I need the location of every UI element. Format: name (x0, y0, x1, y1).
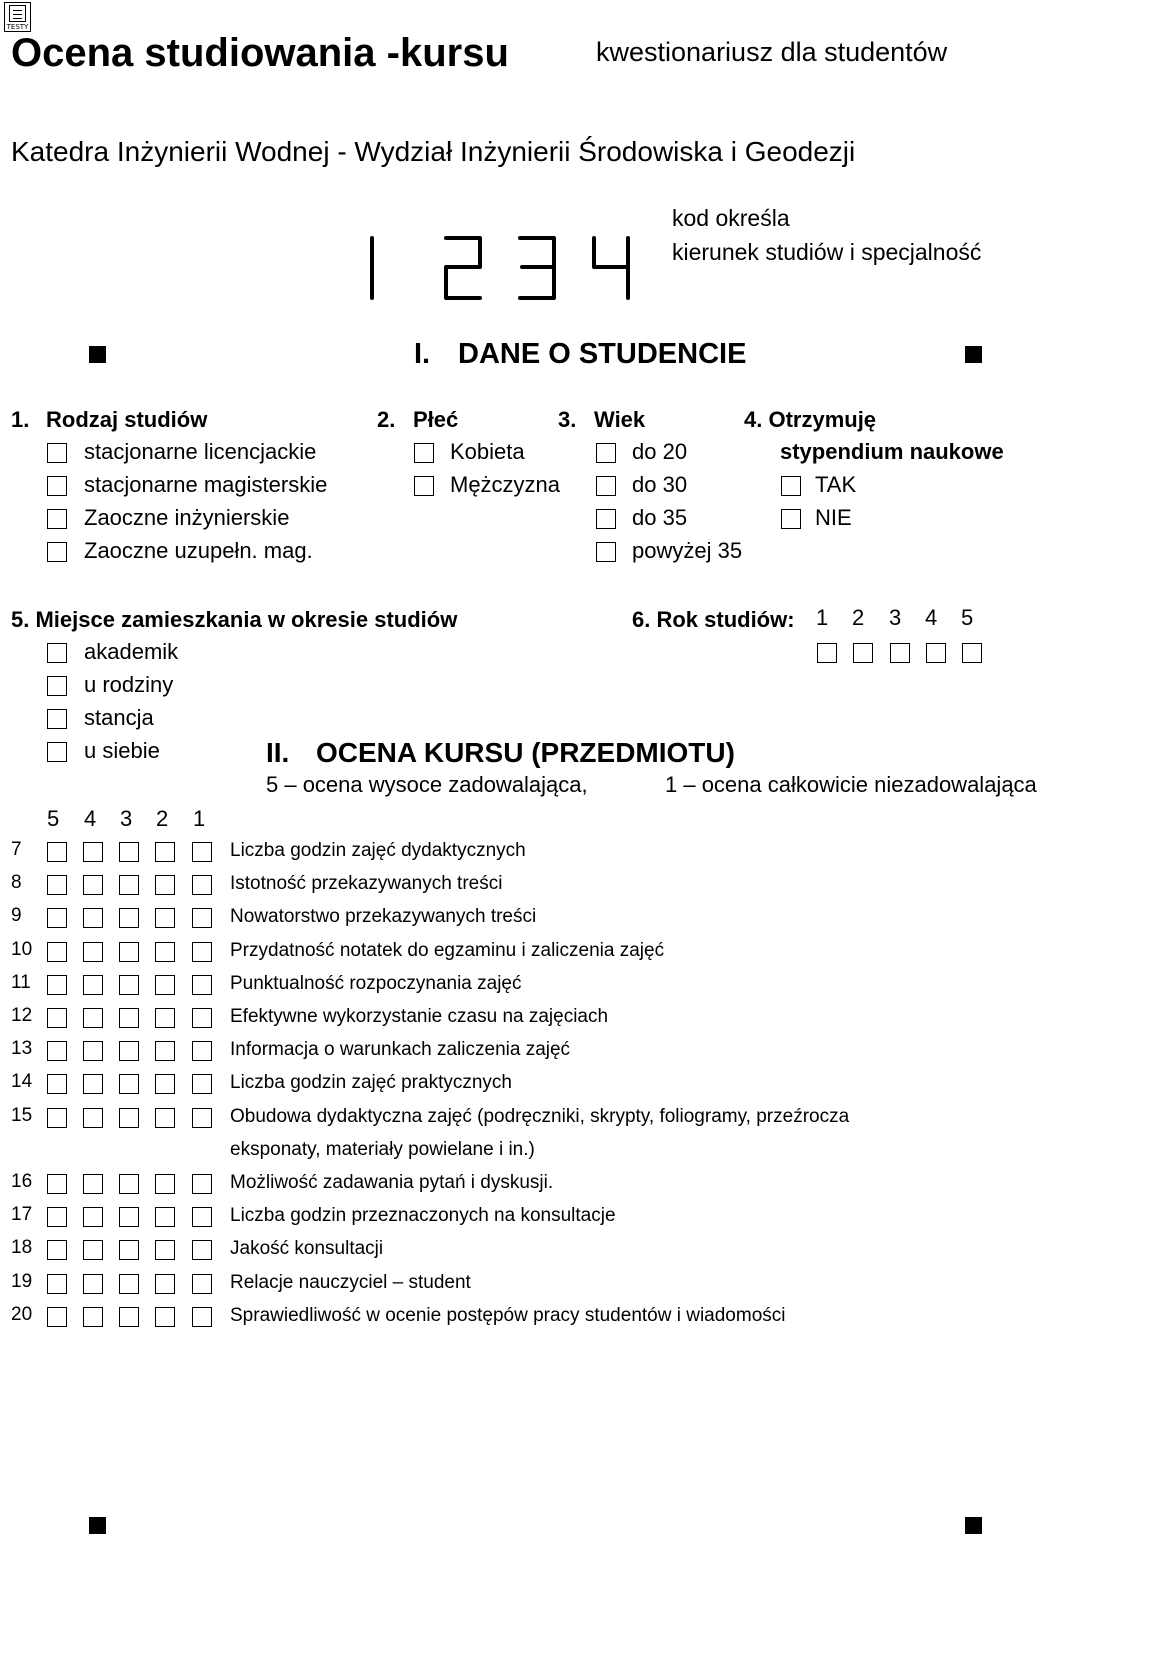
q6-year-1-checkbox[interactable] (817, 643, 837, 663)
q3-option-3-checkbox[interactable] (596, 509, 616, 529)
item-14-score-1-checkbox[interactable] (192, 1074, 212, 1094)
item-7-score-5-checkbox[interactable] (47, 842, 67, 862)
q6-year-2-checkbox[interactable] (853, 643, 873, 663)
logo-grid-icon (9, 5, 26, 22)
item-20-text: Sprawiedliwość w ocenie postępów pracy studentów i wiadomości (230, 1305, 786, 1326)
item-12-score-5-checkbox[interactable] (47, 1008, 67, 1028)
q3-label: Wiek (594, 407, 646, 432)
item-9-score-3-checkbox[interactable] (119, 908, 139, 928)
scale-header-5: 5 (47, 806, 60, 831)
item-10-score-1-checkbox[interactable] (192, 942, 212, 962)
scale-header-4: 4 (84, 806, 97, 831)
item-11-text: Punktualność rozpoczynania zajęć (230, 973, 522, 994)
registration-mark-bottom-left (89, 1517, 106, 1534)
item-7-number: 7 (11, 839, 22, 860)
item-19-score-5-checkbox[interactable] (47, 1274, 67, 1294)
item-18-text: Jakość konsultacji (230, 1238, 384, 1259)
item-12-text: Efektywne wykorzystanie czasu na zajęciach (230, 1006, 609, 1027)
scale-legend-high: 5 – ocena wysoce zadowalająca, (266, 772, 588, 797)
item-13-score-5-checkbox[interactable] (47, 1041, 67, 1061)
item-7-score-3-checkbox[interactable] (119, 842, 139, 862)
q1-number: 1. (11, 407, 30, 432)
section1-number: I. (414, 338, 431, 370)
item-17-score-1-checkbox[interactable] (192, 1207, 212, 1227)
scale-legend-low: 1 – ocena całkowicie niezadowalająca (665, 772, 1037, 797)
item-8-score-5-checkbox[interactable] (47, 875, 67, 895)
q5-option-2-checkbox[interactable] (47, 676, 67, 696)
item-16-number: 16 (11, 1171, 33, 1192)
item-13-score-3-checkbox[interactable] (119, 1041, 139, 1061)
q6-year-3-label: 3 (889, 605, 902, 630)
q5-option-4-label: u siebie (84, 738, 160, 763)
registration-mark-top-left (89, 346, 106, 363)
item-18-score-5-checkbox[interactable] (47, 1240, 67, 1260)
q5-option-3-checkbox[interactable] (47, 709, 67, 729)
item-14-score-5-checkbox[interactable] (47, 1074, 67, 1094)
item-13-number: 13 (11, 1038, 33, 1059)
item-8-score-2-checkbox[interactable] (155, 875, 175, 895)
scale-header-1: 1 (193, 806, 206, 831)
q2-option-2-label: Mężczyzna (450, 472, 561, 497)
registration-mark-bottom-right (965, 1517, 982, 1534)
item-19-number: 19 (11, 1271, 33, 1292)
item-12-score-1-checkbox[interactable] (192, 1008, 212, 1028)
item-8-score-3-checkbox[interactable] (119, 875, 139, 895)
item-9-number: 9 (11, 905, 22, 926)
item-18-number: 18 (11, 1237, 33, 1258)
q5-option-4-checkbox[interactable] (47, 742, 67, 762)
item-14-score-3-checkbox[interactable] (119, 1074, 139, 1094)
item-8-score-4-checkbox[interactable] (83, 875, 103, 895)
item-10-number: 10 (11, 939, 33, 960)
q1-option-3-label: Zaoczne inżynierskie (84, 505, 290, 530)
page-title: Ocena studiowania -kursu (11, 31, 509, 75)
code-digit-3 (518, 236, 558, 300)
q1-option-3-checkbox[interactable] (47, 509, 67, 529)
item-12-score-3-checkbox[interactable] (119, 1008, 139, 1028)
item-10-score-5-checkbox[interactable] (47, 942, 67, 962)
item-19-score-4-checkbox[interactable] (83, 1274, 103, 1294)
item-8-score-1-checkbox[interactable] (192, 875, 212, 895)
q3-option-2-checkbox[interactable] (596, 476, 616, 496)
q1-option-2-checkbox[interactable] (47, 476, 67, 496)
q2-option-1-checkbox[interactable] (414, 443, 434, 463)
item-16-text: Możliwość zadawania pytań i dyskusji. (230, 1172, 554, 1193)
item-13-text: Informacja o warunkach zaliczenia zajęć (230, 1039, 571, 1060)
item-16-score-2-checkbox[interactable] (155, 1174, 175, 1194)
item-16-score-3-checkbox[interactable] (119, 1174, 139, 1194)
q5-option-1-checkbox[interactable] (47, 643, 67, 663)
q2-number: 2. (377, 407, 396, 432)
item-8-text: Istotność przekazywanych treści (230, 873, 503, 894)
q3-option-4-checkbox[interactable] (596, 542, 616, 562)
item-12-number: 12 (11, 1005, 33, 1026)
item-7-score-2-checkbox[interactable] (155, 842, 175, 862)
page-subtitle: kwestionariusz dla studentów (596, 37, 948, 67)
item-15-score-3-checkbox[interactable] (119, 1108, 139, 1128)
q3-option-3-label: do 35 (632, 505, 688, 530)
q6-year-1-label: 1 (816, 605, 829, 630)
item-15-score-4-checkbox[interactable] (83, 1108, 103, 1128)
q3-option-1-label: do 20 (632, 439, 688, 464)
q1-option-1-label: stacjonarne licencjackie (84, 439, 317, 464)
item-15-score-5-checkbox[interactable] (47, 1108, 67, 1128)
q2-option-2-checkbox[interactable] (414, 476, 434, 496)
code-digit-1 (368, 236, 378, 300)
item-15-number: 15 (11, 1105, 33, 1126)
item-10-score-4-checkbox[interactable] (83, 942, 103, 962)
q1-option-1-checkbox[interactable] (47, 443, 67, 463)
item-9-score-2-checkbox[interactable] (155, 908, 175, 928)
item-17-score-4-checkbox[interactable] (83, 1207, 103, 1227)
item-20-number: 20 (11, 1304, 33, 1325)
testy-logo (4, 2, 31, 32)
item-17-score-2-checkbox[interactable] (155, 1207, 175, 1227)
code-digit-4 (592, 236, 632, 300)
q5-option-3-label: stancja (84, 705, 154, 730)
q3-option-2-label: do 30 (632, 472, 688, 497)
q2-label: Płeć (413, 407, 459, 432)
item-7-text: Liczba godzin zajęć dydaktycznych (230, 840, 526, 861)
q4-option-no-checkbox[interactable] (781, 509, 801, 529)
q1-option-4-checkbox[interactable] (47, 542, 67, 562)
q6-year-2-label: 2 (852, 605, 865, 630)
item-9-score-4-checkbox[interactable] (83, 908, 103, 928)
registration-mark-top-right (965, 346, 982, 363)
q6-year-5-label: 5 (961, 605, 974, 630)
item-16-score-4-checkbox[interactable] (83, 1174, 103, 1194)
item-11-number: 11 (11, 972, 31, 993)
item-11-score-2-checkbox[interactable] (155, 975, 175, 995)
item-10-text: Przydatność notatek do egzaminu i zaliczenia zajęć (230, 940, 665, 961)
code-digit-2 (444, 236, 484, 300)
item-13-score-1-checkbox[interactable] (192, 1041, 212, 1061)
q5-option-2-label: u rodziny (84, 672, 174, 697)
scale-header-3: 3 (120, 806, 133, 831)
q5-option-1-label: akademik (84, 639, 179, 664)
item-17-number: 17 (11, 1204, 33, 1225)
item-16-score-5-checkbox[interactable] (47, 1174, 67, 1194)
q1-option-4-label: Zaoczne uzupełn. mag. (84, 538, 313, 563)
q4-option-no-label: NIE (815, 505, 852, 530)
item-10-score-3-checkbox[interactable] (119, 942, 139, 962)
item-19-score-2-checkbox[interactable] (155, 1274, 175, 1294)
item-9-score-1-checkbox[interactable] (192, 908, 212, 928)
q4-label-line2: stypendium naukowe (780, 439, 1004, 464)
item-19-score-1-checkbox[interactable] (192, 1274, 212, 1294)
q4-label-line1: 4. Otrzymuję (744, 407, 877, 432)
q5-label: 5. Miejsce zamieszkania w okresie studiów (11, 607, 458, 632)
item-15-score-2-checkbox[interactable] (155, 1108, 175, 1128)
item-20-score-3-checkbox[interactable] (119, 1307, 139, 1327)
item-11-score-1-checkbox[interactable] (192, 975, 212, 995)
item-17-score-5-checkbox[interactable] (47, 1207, 67, 1227)
item-11-score-5-checkbox[interactable] (47, 975, 67, 995)
item-14-text: Liczba godzin zajęć praktycznych (230, 1072, 512, 1093)
item-18-score-3-checkbox[interactable] (119, 1240, 139, 1260)
section1-title: DANE O STUDENCIE (458, 338, 747, 370)
item-12-score-2-checkbox[interactable] (155, 1008, 175, 1028)
section2-title: OCENA KURSU (PRZEDMIOTU) (316, 737, 735, 768)
item-12-score-4-checkbox[interactable] (83, 1008, 103, 1028)
item-8-number: 8 (11, 872, 22, 893)
item-10-score-2-checkbox[interactable] (155, 942, 175, 962)
item-19-score-3-checkbox[interactable] (119, 1274, 139, 1294)
q3-number: 3. (558, 407, 577, 432)
item-19-text: Relacje nauczyciel – student (230, 1272, 471, 1293)
item-9-text: Nowatorstwo przekazywanych treści (230, 906, 537, 927)
item-7-score-1-checkbox[interactable] (192, 842, 212, 862)
item-20-score-2-checkbox[interactable] (155, 1307, 175, 1327)
item-7-score-4-checkbox[interactable] (83, 842, 103, 862)
item-15-text: Obudowa dydaktyczna zajęć (podręczniki, skrypty, foliogramy, przeźrocza (230, 1106, 850, 1127)
q6-year-4-label: 4 (925, 605, 938, 630)
q6-year-4-checkbox[interactable] (926, 643, 946, 663)
q2-option-1-label: Kobieta (450, 439, 525, 464)
q4-option-yes-label: TAK (815, 472, 857, 497)
q4-option-yes-checkbox[interactable] (781, 476, 801, 496)
item-13-score-4-checkbox[interactable] (83, 1041, 103, 1061)
q3-option-1-checkbox[interactable] (596, 443, 616, 463)
item-18-score-2-checkbox[interactable] (155, 1240, 175, 1260)
item-17-score-3-checkbox[interactable] (119, 1207, 139, 1227)
item-15-text-continued: eksponaty, materiały powielane i in.) (230, 1139, 535, 1160)
q1-label: Rodzaj studiów (46, 407, 208, 432)
item-15-score-1-checkbox[interactable] (192, 1108, 212, 1128)
q3-option-4-label: powyżej 35 (632, 538, 743, 563)
q1-option-2-label: stacjonarne magisterskie (84, 472, 328, 497)
item-11-score-3-checkbox[interactable] (119, 975, 139, 995)
item-17-text: Liczba godzin przeznaczonych na konsultacje (230, 1205, 616, 1226)
department-line: Katedra Inżynierii Wodnej - Wydział Inżynierii Środowiska i Geodezji (11, 136, 856, 167)
section2-number: II. (266, 737, 290, 768)
item-11-score-4-checkbox[interactable] (83, 975, 103, 995)
item-14-number: 14 (11, 1071, 33, 1092)
item-13-score-2-checkbox[interactable] (155, 1041, 175, 1061)
item-14-score-2-checkbox[interactable] (155, 1074, 175, 1094)
q6-year-3-checkbox[interactable] (890, 643, 910, 663)
scale-header-2: 2 (156, 806, 169, 831)
item-20-score-5-checkbox[interactable] (47, 1307, 67, 1327)
q6-label: 6. Rok studiów: (632, 607, 795, 632)
q6-year-5-checkbox[interactable] (962, 643, 982, 663)
code-note-line1: kod określa (672, 205, 790, 231)
code-note-line2: kierunek studiów i specjalność (672, 239, 982, 265)
item-18-score-4-checkbox[interactable] (83, 1240, 103, 1260)
item-18-score-1-checkbox[interactable] (192, 1240, 212, 1260)
item-20-score-4-checkbox[interactable] (83, 1307, 103, 1327)
item-9-score-5-checkbox[interactable] (47, 908, 67, 928)
logo-text: TESTY (6, 23, 29, 31)
item-16-score-1-checkbox[interactable] (192, 1174, 212, 1194)
item-20-score-1-checkbox[interactable] (192, 1307, 212, 1327)
item-14-score-4-checkbox[interactable] (83, 1074, 103, 1094)
